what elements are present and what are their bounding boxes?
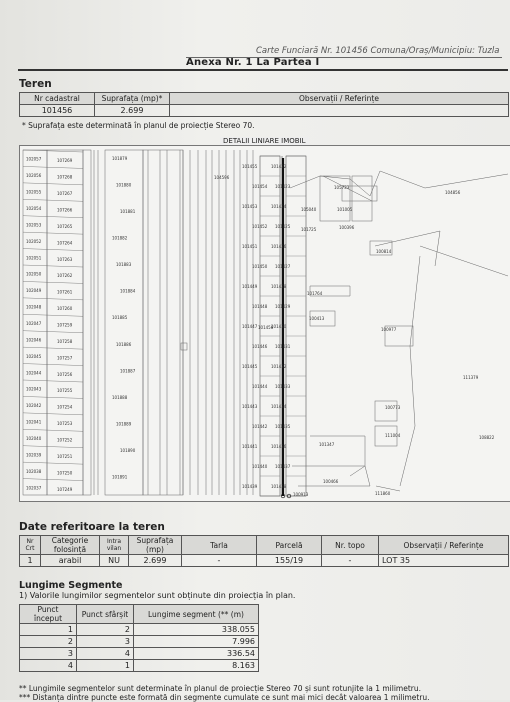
- teren-observatii: [170, 105, 509, 117]
- teren-title: Teren: [19, 78, 52, 90]
- table-row: [20, 648, 259, 660]
- seg-start: 4: [20, 660, 77, 672]
- parcel-label: 102053: [26, 222, 42, 228]
- parcel-label: 104596: [214, 175, 230, 180]
- dt-header-observatii: Observații / Referințe: [379, 536, 509, 555]
- dt-header-nr: Nr Crt: [20, 536, 41, 555]
- parcel-label: 101446: [252, 344, 268, 349]
- parcel-label: 107263: [57, 256, 73, 262]
- parcel-label: 101442: [252, 424, 268, 429]
- parcel-label: 102042: [26, 403, 42, 409]
- cadastral-map: [19, 145, 510, 502]
- dt-suprafata: 2.699: [129, 555, 182, 567]
- map-drawing: [20, 146, 510, 501]
- seg-length: 8.163: [134, 660, 259, 672]
- parcel-label: 107256: [57, 371, 73, 377]
- parcel-label: 101883: [116, 262, 132, 268]
- parcel-label: 101440: [252, 464, 268, 469]
- teren-nr-cadastral: 101456: [20, 105, 95, 117]
- parcel-label: 101426: [271, 244, 287, 249]
- teren-suprafata: 2.699: [95, 105, 170, 117]
- parcel-label: 102039: [26, 452, 42, 458]
- parcel-label: 100466: [323, 479, 339, 484]
- parcel-label: 107251: [57, 453, 73, 459]
- parcel-label: 101882: [112, 235, 128, 241]
- parcel-label: 101888: [112, 394, 128, 400]
- teren-table: [19, 92, 509, 117]
- parcel-label: 107264: [57, 240, 73, 246]
- parcel-label: 102041: [26, 419, 42, 425]
- dt-nr: 1: [20, 555, 41, 567]
- segmente-note-1: ** Lungimile segmentelor sunt determinate în planul de proiecție Stereo 70 și sunt rotunjite la 1 milimetru.: [19, 684, 421, 693]
- seg-end: 1: [77, 660, 134, 672]
- parcel-label: 101443: [242, 404, 258, 409]
- seg-length: 338.055: [134, 624, 259, 636]
- parcel-label: 101450: [252, 264, 268, 269]
- parcel-label: 107269: [57, 158, 73, 164]
- parcel-label: 107266: [57, 207, 73, 213]
- parcel-label: 101435: [275, 424, 291, 429]
- parcel-label: 102044: [26, 370, 42, 376]
- seg-start: 1: [20, 624, 77, 636]
- seg-header-sfarsit: Punct sfârșit: [77, 605, 134, 624]
- parcel-label: 102048: [26, 304, 42, 310]
- seg-length: 7.996: [134, 636, 259, 648]
- main-parcel-label: 101456: [258, 325, 274, 330]
- segmente-table: [19, 604, 259, 672]
- parcel-label: 101881: [120, 209, 136, 215]
- parcel-label: 101880: [116, 182, 132, 188]
- parcel-label: 101891: [112, 474, 128, 480]
- parcel-label: 101887: [120, 368, 136, 374]
- table-row: [20, 624, 259, 636]
- date-teren-title: Date referitoare la teren: [19, 521, 165, 533]
- parcel-label: 100913: [293, 492, 309, 497]
- parcel-label: 101447: [242, 324, 258, 329]
- date-teren-table: [19, 535, 509, 567]
- seg-header-inceput: Punct început: [20, 605, 77, 624]
- anexa-rule: [18, 69, 508, 71]
- parcel-label: 101449: [242, 284, 258, 289]
- seg-start: 3: [20, 648, 77, 660]
- parcel-label: 102049: [26, 288, 42, 294]
- parcel-label: 107254: [57, 404, 73, 410]
- parcel-label: 102045: [26, 353, 42, 359]
- seg-length: 336.54: [134, 648, 259, 660]
- teren-note: * Suprafața este determinată în planul de proiecție Stereo 70.: [22, 121, 255, 130]
- parcel-label: 111860: [375, 491, 391, 496]
- parcel-label: 100814: [376, 249, 392, 254]
- parcel-label: 101445: [242, 364, 258, 369]
- parcel-label: 100773: [385, 405, 401, 410]
- parcel-label: 101890: [120, 447, 136, 453]
- parcel-label: 101455: [242, 164, 258, 169]
- parcel-label: 102056: [26, 173, 42, 179]
- parcel-label: 107249: [57, 486, 73, 492]
- parcel-label: 102037: [26, 485, 42, 491]
- dt-header-intravilan: Intra vilan: [100, 536, 129, 555]
- dt-header-nrtopo: Nr. topo: [322, 536, 379, 555]
- parcel-label: 102040: [26, 435, 42, 441]
- parcel-label: 102052: [26, 238, 42, 244]
- parcel-label: 107255: [57, 388, 73, 394]
- parcel-label: 102054: [26, 205, 42, 211]
- dt-parcela: 155/19: [257, 555, 322, 567]
- parcel-label: 102046: [26, 337, 42, 343]
- parcel-label: 102038: [26, 468, 42, 474]
- seg-start: 2: [20, 636, 77, 648]
- parcel-label: 101347: [319, 442, 335, 447]
- parcel-label: 101428: [271, 284, 287, 289]
- parcel-label: 107262: [57, 273, 73, 279]
- parcel-label: 101436: [271, 444, 287, 449]
- parcel-label: 107257: [57, 355, 73, 361]
- parcel-label: 101889: [116, 421, 132, 427]
- parcel-label: 101725: [301, 227, 317, 232]
- parcel-label: 104856: [445, 190, 461, 195]
- dt-header-suprafata: Suprafața (mp): [129, 536, 182, 555]
- parcel-label: 105733: [334, 185, 350, 190]
- parcel-label: 101430: [271, 324, 287, 329]
- parcel-label: 107252: [57, 437, 73, 443]
- parcel-label: 101438: [271, 484, 287, 489]
- parcel-label: 107253: [57, 421, 73, 427]
- teren-header-observatii: Observații / Referințe: [170, 93, 509, 105]
- parcel-label: 102055: [26, 189, 42, 195]
- parcel-label: 101433: [275, 384, 291, 389]
- parcel-label: 111379: [463, 375, 479, 380]
- seg-end: 2: [77, 624, 134, 636]
- parcel-label: 101424: [271, 204, 287, 209]
- parcel-label: 101432: [271, 364, 287, 369]
- seg-end: 3: [77, 636, 134, 648]
- parcel-label: 101427: [275, 264, 291, 269]
- parcel-label: 101453: [242, 204, 258, 209]
- parcel-label: 100413: [309, 316, 325, 321]
- parcel-label: 107265: [57, 223, 73, 229]
- map-title: DETALII LINIARE IMOBIL: [220, 137, 309, 145]
- parcel-label: 101423: [275, 184, 291, 189]
- dt-tarla: -: [182, 555, 257, 567]
- segmente-title: Lungime Segmente: [19, 580, 123, 591]
- parcel-label: 101437: [275, 464, 291, 469]
- parcel-label: 101444: [252, 384, 268, 389]
- parcel-label: 107259: [57, 322, 73, 328]
- dt-observatii: LOT 35: [379, 555, 509, 567]
- seg-header-lungime: Lungime segment (** (m): [134, 605, 259, 624]
- parcel-label: 101434: [271, 404, 287, 409]
- parcel-label: 101886: [116, 341, 132, 347]
- parcel-label: 105040: [301, 207, 317, 212]
- parcel-label: 107261: [57, 289, 73, 295]
- parcel-label: 102050: [26, 271, 42, 277]
- dt-header-tarla: Tarla: [182, 536, 257, 555]
- parcel-label: 100396: [339, 225, 355, 230]
- seg-end: 4: [77, 648, 134, 660]
- parcel-label: 101879: [112, 156, 128, 161]
- parcel-label: 100977: [381, 327, 397, 332]
- parcel-label: 101441: [242, 444, 258, 449]
- parcel-label: 111004: [385, 433, 401, 438]
- teren-header-nr: Nr cadastral: [20, 93, 95, 105]
- parcel-label: 101005: [337, 207, 353, 212]
- dt-intravilan: NU: [100, 555, 129, 567]
- parcel-label: 101884: [120, 288, 136, 294]
- parcel-label: 102047: [26, 320, 42, 326]
- parcel-label: 102057: [26, 156, 42, 162]
- dt-header-categorie: Categorie folosință: [41, 536, 100, 555]
- dt-header-parcela: Parcelă: [257, 536, 322, 555]
- anexa-title: Anexa Nr. 1 La Partea I: [186, 57, 320, 68]
- parcel-label: 101452: [252, 224, 268, 229]
- carte-funciara-header: Carte Funciară Nr. 101456 Comuna/Oraș/Municipiu: Tuzla: [256, 46, 500, 56]
- parcel-label: 102043: [26, 386, 42, 392]
- parcel-label: 107258: [57, 338, 73, 344]
- teren-header-suprafata: Suprafața (mp)*: [95, 93, 170, 105]
- segmente-subtitle: 1) Valorile lungimilor segmentelor sunt obținute din proiecția în plan.: [19, 591, 296, 600]
- parcel-label: 107267: [57, 191, 73, 197]
- table-row: [20, 660, 259, 672]
- dt-categorie: arabil: [41, 555, 100, 567]
- table-row: [20, 636, 259, 648]
- parcel-label: 107250: [57, 470, 73, 476]
- parcel-label: 101454: [252, 184, 268, 189]
- parcel-label: 101425: [275, 224, 291, 229]
- parcel-label: 101448: [252, 304, 268, 309]
- parcel-label: 101764: [307, 291, 323, 296]
- parcel-label: 107268: [57, 174, 73, 180]
- segmente-note-2: *** Distanța dintre puncte este formată din segmente cumulate ce sunt mai mici decât valoarea 1 milimetru.: [19, 693, 430, 702]
- parcel-label: 101429: [275, 304, 291, 309]
- parcel-label: 107260: [57, 306, 73, 312]
- parcel-label: 101451: [242, 244, 258, 249]
- parcel-label: 101431: [275, 344, 291, 349]
- parcel-label: 102051: [26, 255, 42, 261]
- parcel-label: 101422: [271, 164, 287, 169]
- parcel-label: 101885: [112, 315, 128, 321]
- dt-nrtopo: -: [322, 555, 379, 567]
- parcel-label: 108822: [479, 435, 495, 440]
- parcel-label: 101439: [242, 484, 258, 489]
